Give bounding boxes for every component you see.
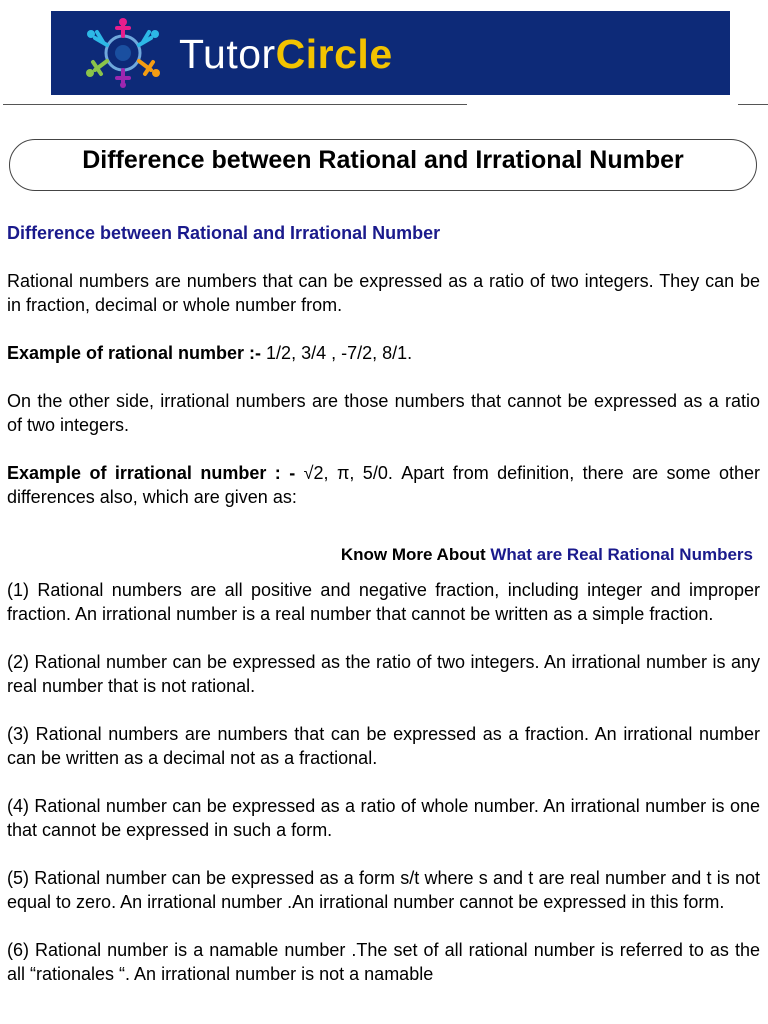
irrational-example-paragraph: [7, 461, 760, 509]
irrational-definition-paragraph: On the other side, irrational numbers are those numbers that cannot be expressed as a ratio of two integers.: [7, 391, 760, 435]
rational-example-label: Example of rational number :-: [7, 343, 262, 363]
irrational-example-values: √2, π, 5/0. Apart from definition, there are some other differences also, which are given as:: [7, 463, 761, 507]
point-5: (5) Rational number can be expressed as a form s/t where s and t are real number and t is not equal to zero. An irrational number .An irrational number cannot be expressed in this form.: [7, 868, 760, 912]
page-title: Difference between Rational and Irrational Number: [82, 146, 684, 174]
header-banner: [51, 11, 730, 95]
point-6: (6) Rational number is a namable number .The set of all rational number is referred to as the all “rationales “. An irrational number is not a namable: [7, 940, 760, 984]
brand-logo: [179, 31, 393, 78]
rational-example-paragraph: [7, 341, 760, 365]
article-body: [7, 221, 760, 986]
rational-example-values: 1/2, 3/4 , -7/2, 8/1.: [261, 343, 413, 363]
irrational-example-label: Example of irrational number : -: [7, 463, 296, 483]
point-4: (4) Rational number can be expressed as a ratio of whole number. An irrational number is one that cannot be expressed in such a form.: [7, 796, 760, 840]
header-divider: [3, 104, 467, 105]
tutorcircle-logo-icon: [73, 18, 173, 88]
page-title-box: [9, 139, 757, 191]
header-divider-right: [738, 104, 768, 105]
know-more-link[interactable]: What are Real Rational Numbers: [490, 545, 753, 564]
point-1: (1) Rational numbers are all positive and negative fraction, including integer and improper fraction. An irrational number is a real number that cannot be written as a simple fraction.: [7, 580, 760, 624]
intro-paragraph: Rational numbers are numbers that can be expressed as a ratio of two integers. They can be in fraction, decimal or whole number from.: [7, 271, 760, 315]
brand-name-circle: Circle: [275, 31, 393, 77]
know-more-label: Know More About: [340, 545, 491, 564]
point-2: (2) Rational number can be expressed as the ratio of two integers. An irrational number is any real number that is not rational.: [7, 652, 760, 696]
point-3: (3) Rational numbers are numbers that can be expressed as a fraction. An irrational number can be written as a decimal not as a fractional.: [7, 724, 760, 768]
brand-name-tutor: Tutor: [179, 31, 276, 77]
know-more-line: [7, 543, 760, 567]
section-heading: Difference between Rational and Irrational Number: [7, 223, 441, 243]
